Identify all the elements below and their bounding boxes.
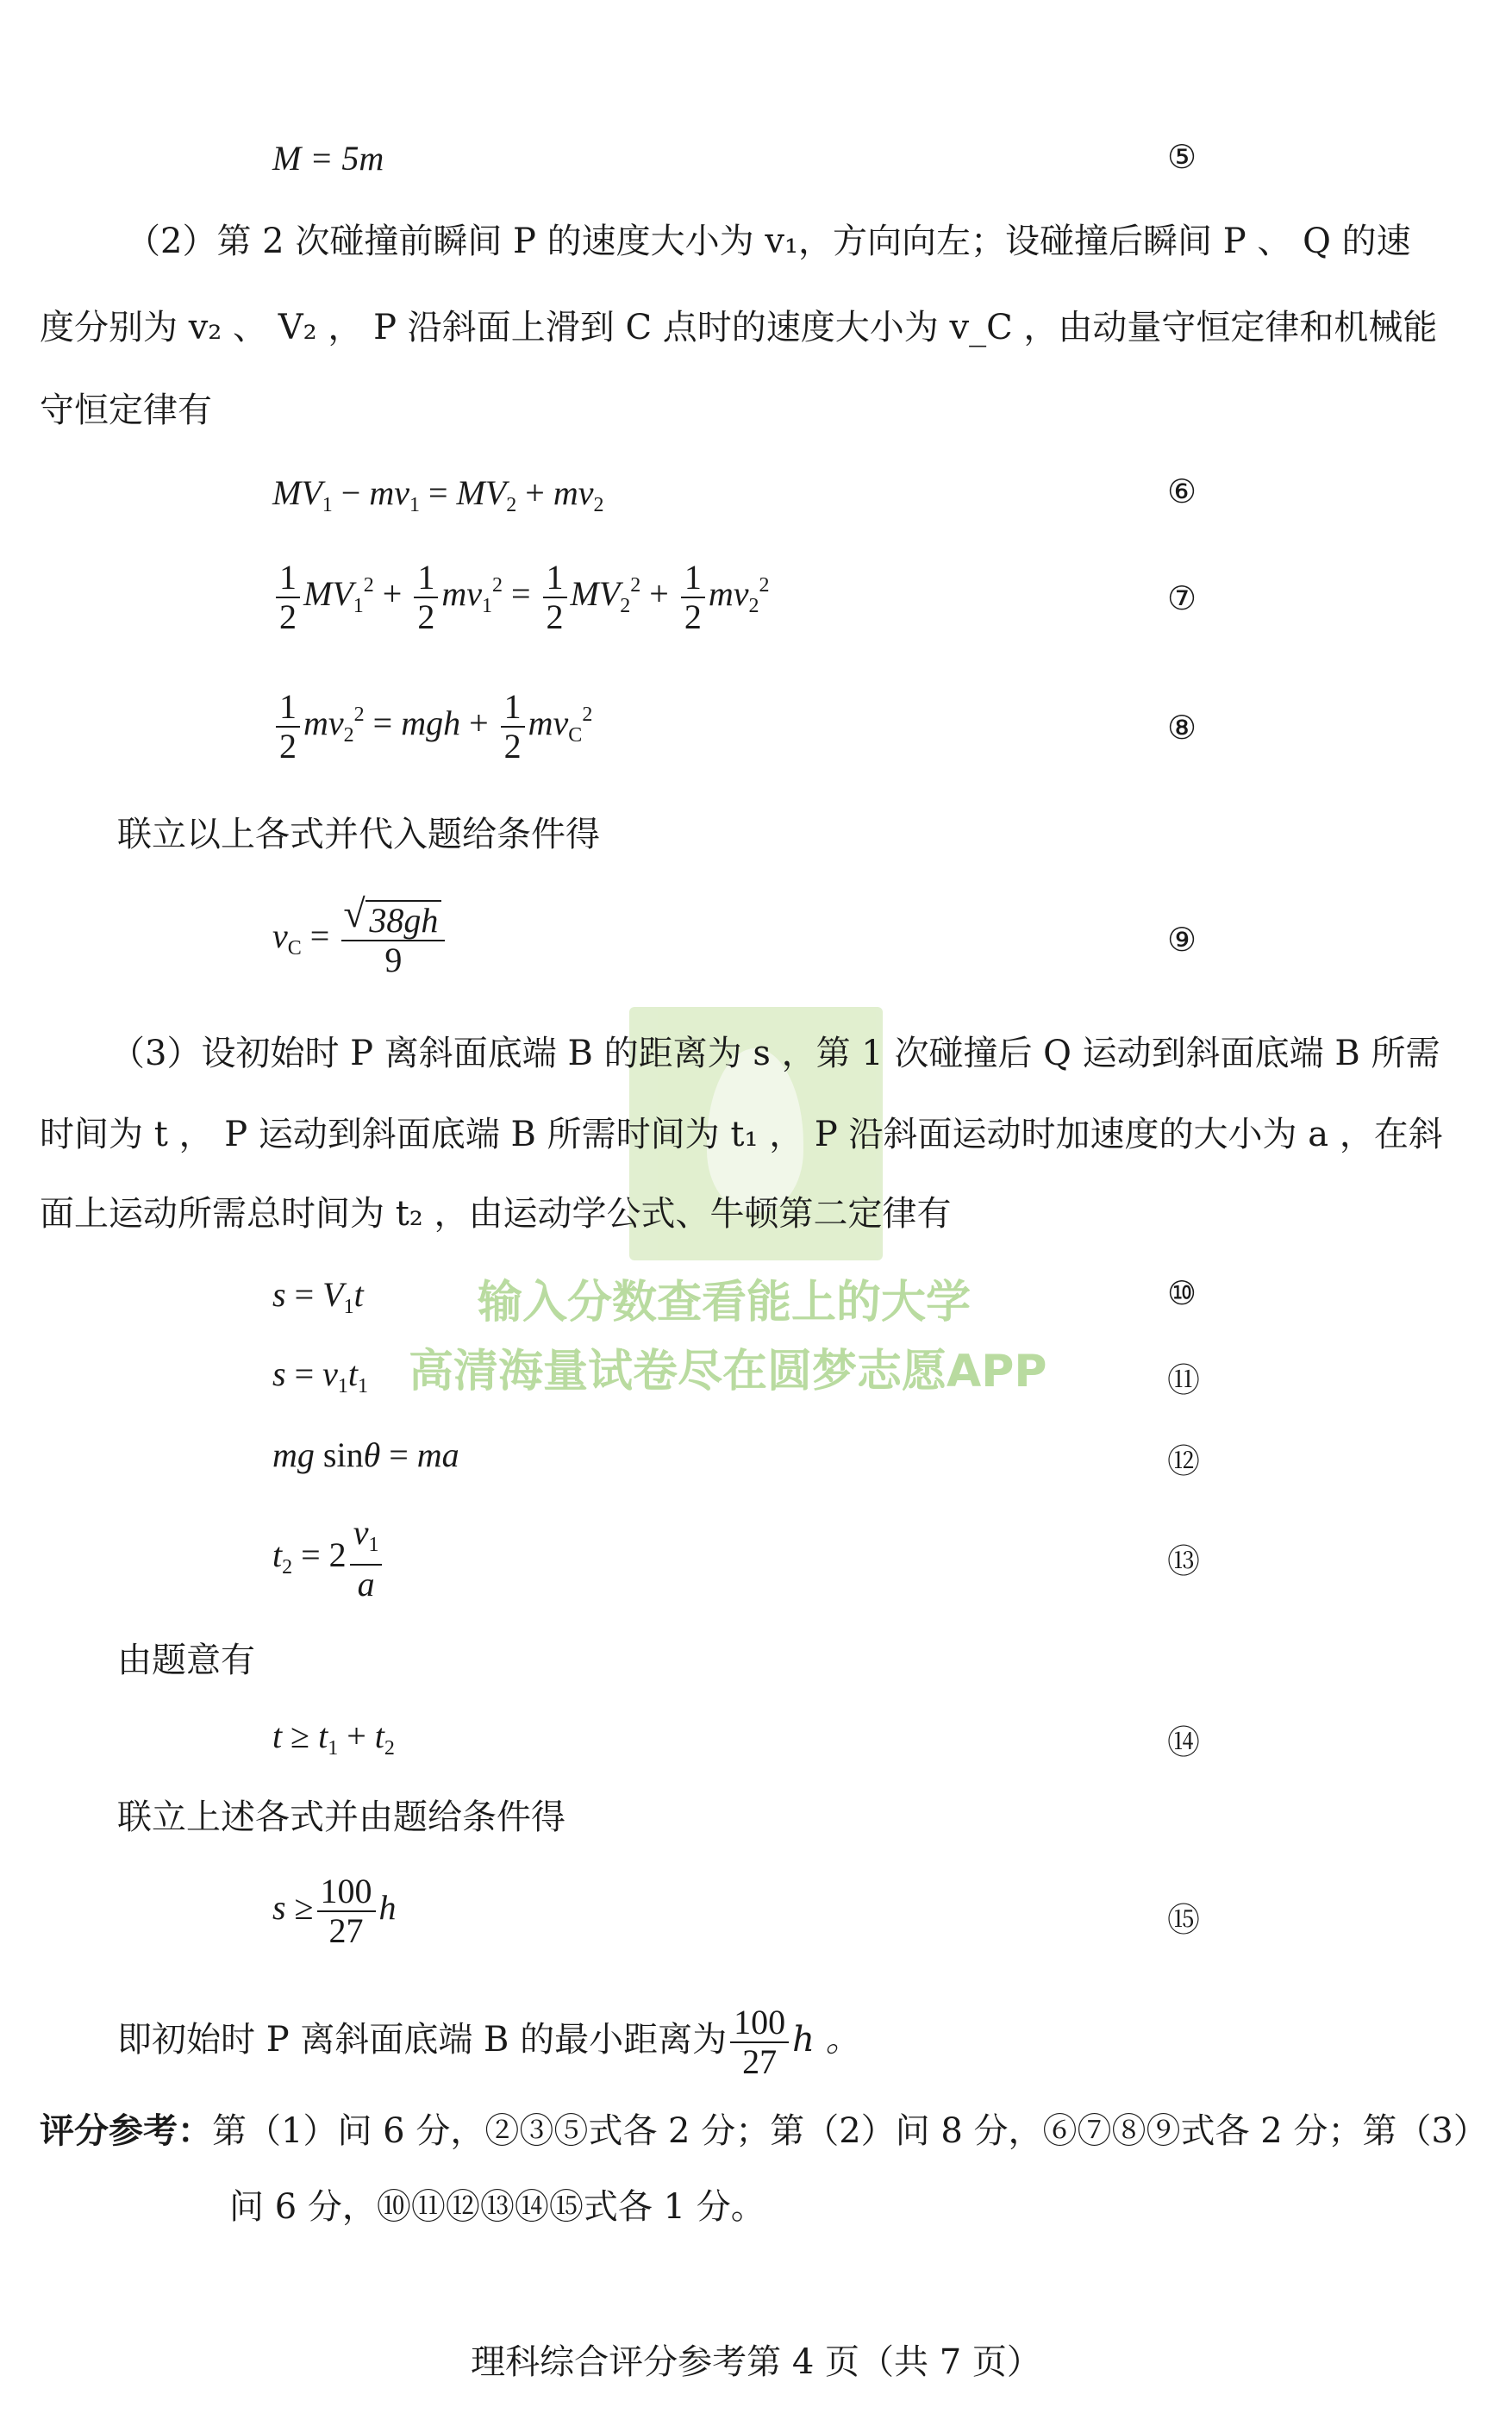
conclusion-denominator: 27	[742, 2042, 778, 2081]
part3-line-1: （3）设初始时 P 离斜面底端 B 的距离为 s ，第 1 次碰撞后 Q 运动到斜面底端 B 所需	[110, 1034, 1440, 1073]
equation-14: $t \ge t_1 + t_2$	[272, 1716, 395, 1760]
conclusion-numerator: 100	[730, 2004, 789, 2043]
equation-number-10: ⑩	[1167, 1274, 1197, 1312]
scoring-line-1	[40, 2110, 1488, 2152]
equation-13: $t_2 = 2$ $\frac{v_1}{a}$	[272, 1514, 385, 1604]
equation-11: $s = v_1t_1$	[272, 1354, 369, 1397]
watermark-line-1: 输入分数查看能上的大学	[478, 1277, 972, 1329]
equation-6: $MV_1 - mv_1 = MV_2 + mv_2$	[272, 473, 604, 516]
scoring-line-2: 问 6 分，⑩⑪⑫⑬⑭⑮式各 1 分。	[229, 2187, 765, 2227]
part2-line-3: 守恒定律有	[40, 391, 212, 430]
part2-line-2: 度分别为 v₂ 、 V₂ ， P 沿斜面上滑到 C 点时的速度大小为 v_C ，由动量守恒定律和机械能	[40, 308, 1438, 347]
watermark-line-2: 高清海量试卷尽在圆梦志愿APP	[409, 1346, 1047, 1397]
equation-number-9: ⑨	[1167, 921, 1197, 959]
part3-line-3: 面上运动所需总时间为 t₂ ，由运动学公式、牛顿第二定律有	[40, 1194, 952, 1234]
equation-15: s ≥ $\frac{100}{27}$ h	[272, 1872, 397, 1950]
conclusion-tail: h 。	[792, 2020, 860, 2060]
eq5-lhs: M	[272, 139, 302, 178]
scoring-text-1: 第（1）问 6 分，②③⑤式各 2 分；第（2）问 8 分，⑥⑦⑧⑨式各 2 分；第（3）	[212, 2111, 1488, 2151]
conclusion-text: 即初始时 P 离斜面底端 B 的最小距离为	[117, 2020, 728, 2060]
eq9-numerator: 38gh	[369, 901, 439, 940]
part2-line-1: （2）第 2 次碰撞前瞬间 P 的速度大小为 v₁，方向向左；设碰撞后瞬间 P 、 Q 的速	[126, 222, 1411, 261]
equation-number-13: ⑬	[1167, 1542, 1201, 1580]
eq9-denominator: 9	[384, 941, 403, 979]
combine-line-1: 联立以上各式并代入题给条件得	[117, 815, 600, 854]
equation-12: mg sinθ = ma	[272, 1435, 459, 1474]
scoring-label: 评分参考：	[40, 2111, 212, 2151]
equation-10: $s = V_1t$	[272, 1275, 364, 1318]
equation-number-14: ⑭	[1167, 1723, 1201, 1761]
equation-number-6: ⑥	[1167, 472, 1197, 510]
eq15-numerator: 100	[317, 1872, 376, 1912]
equation-number-7: ⑦	[1167, 579, 1197, 617]
equation-8: $\frac{1}{2}$ $mv_2^2$ = mgh + $\frac{1}{2}$ $mv_C^2$	[272, 688, 592, 766]
part3-line-2: 时间为 t ， P 运动到斜面底端 B 所需时间为 t₁ ， P 沿斜面运动时加速度的大小为 a ，在斜	[40, 1115, 1443, 1154]
equation-9: $v_C$ = √ $\frac{38gh}{9}$	[272, 900, 448, 979]
equation-5	[272, 138, 384, 178]
equation-7: $\frac{1}{2}$ $MV_1^2$ + $\frac{1}{2}$ $mv_1^2$ = $\frac{1}{2}$ $MV_2^2$ + $\frac{1}{2}$ $mv_2^2$	[272, 559, 770, 636]
combine-line-2: 联立上述各式并由题给条件得	[117, 1797, 565, 1837]
equation-number-8: ⑧	[1167, 709, 1197, 747]
eq5-rhs: = 5m	[309, 139, 384, 178]
conclusion-line	[117, 1998, 860, 2081]
equation-number-5: ⑤	[1167, 138, 1197, 176]
equation-number-12: ⑫	[1167, 1442, 1201, 1480]
equation-number-15: ⑮	[1167, 1901, 1201, 1939]
equation-number-11: ⑪	[1167, 1361, 1201, 1399]
eq15-denominator: 27	[328, 1911, 364, 1950]
page-footer: 理科综合评分参考第 4 页（共 7 页）	[471, 2342, 1041, 2382]
intent-line: 由题意有	[117, 1641, 255, 1680]
